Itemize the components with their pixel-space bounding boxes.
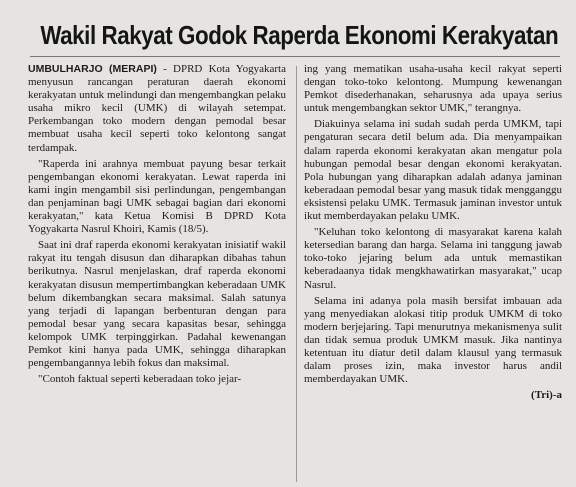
paragraph: Selama ini adanya pola masih bersifat imbauan ada yang menyediakan alokasi titip produk UMKM di toko modern berjejaring. Tapi menurutnya mekanismenya sulit dan tidak semua produk UMKM masuk. Jika nantinya ketentuan itu diatur detil dalam klausul yang termasuk dalam proses izin, maka investor harus andil memberdayakan UMK. [304,294,562,386]
headline-rule [30,56,560,57]
lead-paragraph [28,63,286,155]
paragraph: ing yang mematikan usaha-usaha kecil rakyat seperti dengan toko-toko kelontong. Mumpung kewenangan Pemkot disederhanakan, seharusnya ada upaya serius untuk mengembangkan sektor UMK," terangnya. [304,63,562,115]
article-headline: Wakil Rakyat Godok Raperda Ekonomi Kerakyatan [40,20,559,50]
paragraph: Saat ini draf raperda ekonomi kerakyatan inisiatif wakil rakyat itu tengah disusun dan diharapkan dibahas tahun berikutnya. Nasrul menjelaskan, draf raperda ekonomi kerakyatan disusun mempertimbangkan keberadaan UMK belum dikembangkan secara maksimal. Salah satunya yang terjadi di lapangan berbenturan dengan para pemodal besar yang secara kapasitas besar, sehingga kelompok UMK terpinggirkan. Padahal kewenangan Pemkot kini hanya pada UMK, sehingga diharapkan pengembangannya lebih fokus dan maksimal. [28,239,286,370]
paragraph: "Keluhan toko kelontong di masyarakat karena kalah ketersedian barang dan harga. Selama ini tanggung jawab toko-toko jejaring belum ada untuk memastikan keberadaanya tidak mengkhawatirkan masyarakat," ucap Nasrul. [304,226,562,291]
article-column-left [28,63,286,389]
paragraph: Diakuinya selama ini sudah sudah perda UMKM, tapi pengaturan secara detil belum ada. Dia menyampaikan dalam raperda ekonomi kerakyatan akan mengatur pola hubungan pemodal besar dengan ekonomi kerakyatan. Pola hubungan yang diharapkan adalah adanya jaminan keberadaan pemodal besar yang masuk tidak mengganggu eksistensi pelaku UMK. Termasuk jaminan investor untuk ikut memberdayakan pelaku UMK. [304,118,562,223]
paragraph: "Raperda ini arahnya membuat payung besar terkait pengembangan ekonomi kerakyatan. Lewat raperda ini kami ingin mengambil sisi perlindungan, pengembangan dan penjaminan bagi UMK sebagai bagian dari ekonomi kerakyatan," kata Ketua Komisi B DPRD Kota Yogyakarta Nasrul Khoiri, Kamis (18/5). [28,157,286,236]
article-column-right [304,63,562,402]
paragraph: "Contoh faktual seperti keberadaan toko jejar- [38,373,242,386]
article-dateline: UMBULHARJO (MERAPI) [28,63,157,75]
column-divider [296,66,297,482]
author-signature: (Tri)-a [531,389,562,402]
paragraph-text: - DPRD Kota Yogyakarta menyusun rancangan peraturan daerah ekonomi kerakyatan untuk melindungi dan mengembangkan pelaku usaha mikro kecil (UMK) di wilayah setempat. Perkembangan toko modern dengan pemodal besar membuat usaha kecil seperti toko kelontong sangat terdampak. [28,63,286,154]
